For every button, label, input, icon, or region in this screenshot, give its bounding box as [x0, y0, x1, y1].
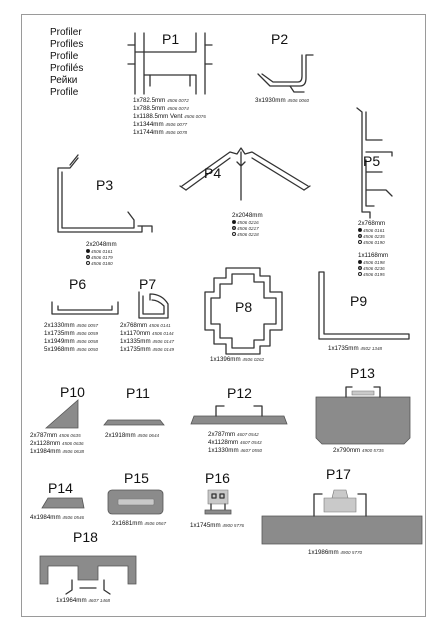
- part-length: 2x1918mm: [105, 432, 136, 439]
- profile-label: P2: [271, 31, 289, 47]
- part-code: 4506 0076: [184, 114, 206, 119]
- part-line: [208, 439, 262, 447]
- part-line: [44, 338, 98, 346]
- part-length: 1x1335mm: [120, 338, 151, 345]
- part-code: 4506 0147: [152, 339, 175, 344]
- part-code: 4506 0078: [165, 130, 188, 135]
- part-code: 4506 0198: [363, 260, 385, 265]
- part-length: 1x1188.5mm Vent: [133, 113, 183, 120]
- p11-drawing: [104, 420, 164, 425]
- profile-label: P13: [350, 365, 375, 381]
- part-code: 4506 0050: [76, 347, 99, 352]
- part-code: 4506 0644: [137, 433, 160, 438]
- part-length: 2x1681mm: [112, 520, 143, 527]
- part-code: 4506 0636: [61, 441, 84, 446]
- part-line: [208, 431, 259, 439]
- part-length: 3x1930mm: [255, 97, 286, 104]
- part-code: 4900 5776: [222, 523, 245, 528]
- profile-label: P18: [73, 529, 98, 545]
- part-length: 1x1949mm: [44, 338, 75, 345]
- part-line: [120, 346, 174, 354]
- part-line: [30, 514, 84, 522]
- part-line: [358, 239, 385, 247]
- part-length: 1x1170mm: [120, 330, 151, 337]
- color-dot-icon: [232, 232, 236, 236]
- p3-drawing: [58, 155, 152, 232]
- language-label: Profile: [50, 51, 79, 62]
- part-code: 4607 0550: [240, 448, 263, 453]
- part-length: 1x1984mm: [30, 448, 61, 455]
- profile-label: P12: [227, 385, 252, 401]
- part-line: [44, 330, 98, 338]
- part-line: [208, 447, 262, 455]
- part-line: [328, 345, 382, 353]
- p2-drawing: [258, 55, 313, 92]
- part-line: [358, 271, 385, 279]
- p13-drawing: [316, 387, 410, 444]
- part-code: 4506 0060: [287, 98, 310, 103]
- part-code: 4506 0235: [363, 234, 385, 239]
- part-length: 1x1735mm: [44, 330, 75, 337]
- part-length: 4x1984mm: [30, 514, 61, 521]
- part-code: 4607 0543: [239, 440, 262, 445]
- part-length: 2x787mm: [208, 431, 236, 438]
- part-code: 4506 0195: [363, 272, 385, 277]
- part-line: [232, 231, 259, 239]
- language-label: Profiles: [50, 39, 84, 50]
- part-code: 4506 0216: [237, 220, 259, 225]
- part-code: 4506 0179: [91, 255, 113, 260]
- p10-drawing: [46, 400, 78, 428]
- profile-label: P7: [139, 276, 157, 292]
- part-code: 4506 0161: [363, 228, 385, 233]
- part-line: [333, 447, 384, 455]
- part-line: [308, 549, 362, 557]
- part-code: 4506 0141: [148, 323, 171, 328]
- part-length: 1x1330mm: [208, 447, 239, 454]
- part-length: 1x1964mm: [56, 597, 87, 604]
- part-code: 4506 0217: [237, 226, 259, 231]
- part-length: 1x1735mm: [120, 346, 151, 353]
- part-line: [120, 330, 174, 338]
- part-code: 4506 0546: [62, 515, 85, 520]
- profile-label: P1: [162, 31, 180, 47]
- part-length: 1x788.5mm: [133, 105, 166, 112]
- part-length: 2x1128mm: [30, 440, 61, 447]
- part-length: 1x1735mm: [328, 345, 359, 352]
- part-code: 4900 5735: [361, 448, 384, 453]
- profile-label: P4: [204, 165, 222, 181]
- color-dot-icon: [358, 240, 362, 244]
- p16-drawing: [205, 490, 231, 514]
- profile-label: P8: [235, 299, 253, 315]
- part-line: [133, 97, 189, 105]
- part-line: [105, 432, 159, 440]
- color-dot-icon: [86, 261, 90, 265]
- part-length: 2x787mm: [30, 432, 58, 439]
- profile-label: P9: [350, 293, 368, 309]
- part-length: 2x768mm: [120, 322, 148, 329]
- part-line: [133, 105, 189, 113]
- part-line: [56, 597, 110, 605]
- profile-label: P3: [96, 177, 114, 193]
- profile-label: P6: [69, 276, 87, 292]
- part-line: [86, 260, 113, 268]
- part-length: 1x1344mm: [133, 121, 164, 128]
- color-dot-icon: [358, 260, 362, 264]
- part-code: 4506 0236: [363, 266, 385, 271]
- color-dot-icon: [358, 272, 362, 276]
- part-code: 4506 0635: [58, 433, 81, 438]
- part-line: [30, 440, 84, 448]
- part-length: 2x768mm: [358, 220, 386, 227]
- part-length: 1x1396mm: [210, 356, 241, 363]
- p4-drawing: [180, 148, 310, 200]
- part-line: [44, 322, 98, 330]
- profile-label: P5: [363, 153, 381, 169]
- part-code: 4506 0059: [76, 331, 99, 336]
- part-length: 2x790mm: [333, 447, 361, 454]
- part-length: 1x1744mm: [133, 129, 164, 136]
- color-dot-icon: [86, 255, 90, 259]
- part-code: 4502 1348: [360, 346, 383, 351]
- part-line: [30, 448, 84, 456]
- part-code: 4506 0180: [91, 261, 113, 266]
- part-length: 1x1168mm: [358, 252, 389, 259]
- language-label: Рейки: [50, 75, 78, 86]
- color-dot-icon: [232, 220, 236, 224]
- part-line: [133, 129, 187, 137]
- profile-label: P11: [126, 385, 150, 401]
- color-dot-icon: [358, 234, 362, 238]
- part-line: [30, 432, 81, 440]
- part-line: [120, 338, 174, 346]
- language-label: Profilés: [50, 63, 84, 74]
- part-code: 4506 0057: [76, 323, 99, 328]
- part-code: 4607 0542: [236, 432, 259, 437]
- part-code: 4506 0190: [363, 240, 385, 245]
- part-line: [120, 322, 171, 330]
- part-code: 4900 5770: [340, 550, 363, 555]
- part-line: [133, 121, 187, 129]
- color-dot-icon: [358, 266, 362, 270]
- part-code: 4506 0072: [167, 98, 189, 103]
- part-code: 4506 0161: [91, 249, 113, 254]
- part-length: 5x1968mm: [44, 346, 75, 353]
- p17-drawing: [262, 490, 422, 544]
- part-line: [210, 356, 264, 364]
- part-line: [133, 113, 206, 121]
- profile-label: P14: [48, 480, 73, 496]
- part-length: 1x782.5mm: [133, 97, 166, 104]
- language-label: Profile: [50, 87, 79, 98]
- p12-drawing: [191, 406, 287, 424]
- part-length: 2x2048mm: [86, 241, 117, 248]
- part-line: [112, 520, 166, 528]
- p14-drawing: [42, 498, 84, 508]
- part-code: 4506 0077: [165, 122, 188, 127]
- part-length: 1x1986mm: [308, 549, 339, 556]
- part-line: [44, 346, 98, 354]
- part-length: 2x2048mm: [232, 212, 263, 219]
- part-length: 4x1128mm: [208, 439, 239, 446]
- profile-label: P10: [60, 384, 85, 400]
- p18-drawing: [40, 556, 136, 594]
- part-code: 4607 1468: [88, 598, 111, 603]
- color-dot-icon: [86, 249, 90, 253]
- language-label: Profiler: [50, 27, 82, 38]
- part-length: 2x1330mm: [44, 322, 75, 329]
- p15-drawing: [108, 490, 163, 514]
- profile-label: P15: [124, 470, 149, 486]
- part-code: 4506 0638: [62, 449, 85, 454]
- part-line: [190, 522, 244, 530]
- part-code: 4506 0058: [76, 339, 99, 344]
- color-dot-icon: [358, 228, 362, 232]
- part-code: 4506 0074: [167, 106, 189, 111]
- part-code: 4506 0218: [237, 232, 259, 237]
- color-dot-icon: [232, 226, 236, 230]
- part-code: 4506 0567: [144, 521, 167, 526]
- profile-label: P16: [205, 470, 230, 486]
- part-line: [255, 97, 309, 105]
- profile-label: P17: [326, 466, 351, 482]
- part-code: 4506 0144: [151, 331, 174, 336]
- part-length: 1x1745mm: [190, 522, 221, 529]
- part-code: 4506 0149: [152, 347, 175, 352]
- part-code: 4506 0262: [242, 357, 265, 362]
- p7-drawing: [139, 292, 168, 318]
- p6-drawing: [52, 302, 118, 314]
